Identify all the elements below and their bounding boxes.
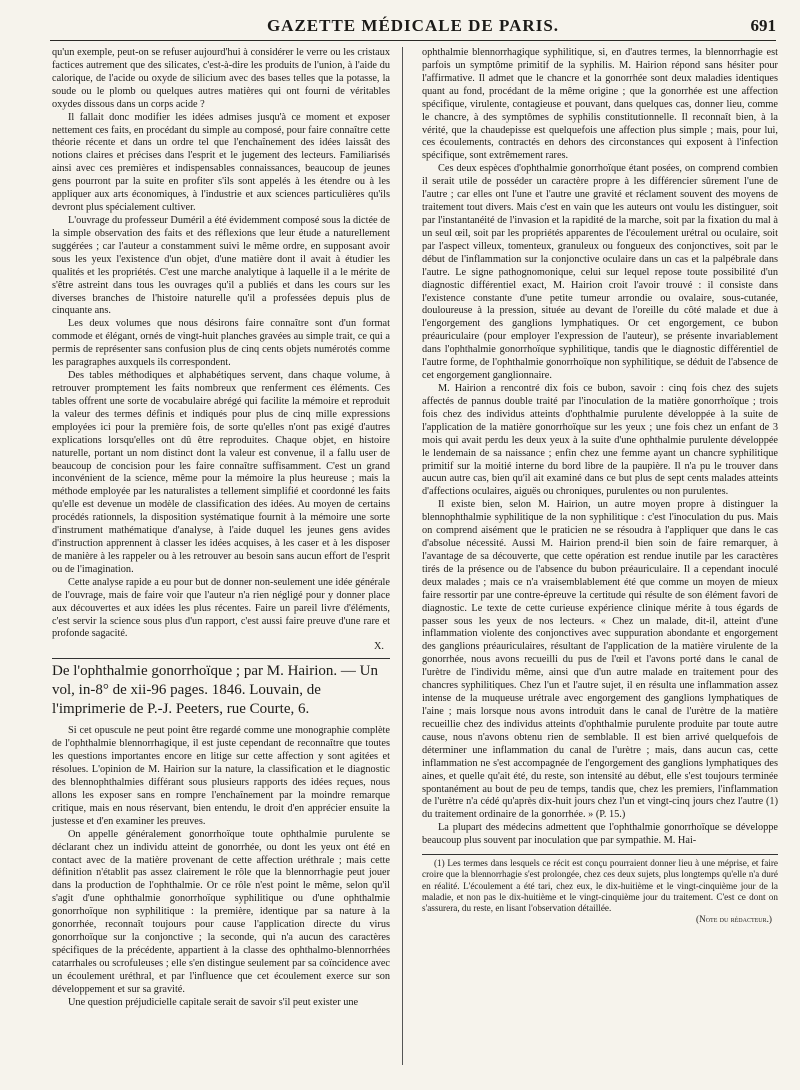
article-title: De l'ophthalmie gonorrhoïque ; par M. Hairion. — Un vol, in-8° de xii-96 pages. 1846. Louvain, de l'imprimerie de P.-J. Peeters, rue Courte, 6. xyxy=(52,658,390,719)
review-signature: X. xyxy=(373,641,384,653)
right-column xyxy=(422,47,778,925)
journal-title: GAZETTE MÉDICALE DE PARIS. xyxy=(266,16,560,35)
paragraph: M. Hairion a rencontré dix fois ce bubon, savoir : cinq fois chez des sujets affectés de pannus double traité par l'inoculation de la matière gonorrhoïque ; trois fois chez des individus atteints d'ophthalmie purulente développée à la suite de l'application de la matière gonorrhoïque sur les yeux ; une fois chez un enfant de 3 mois qui avait perdu les deux yeux à la suite d'une ophthalmie purulente développée le lendemain de sa naissance ; enfin chez une femme ayant un chancre syphilitique primitif sur la moitié interne du bord libre de la paupière. Il n'a pu le trouver dans aucun autre cas, bien qu'il ait examiné dans ce but plus de sept cents malades atteints d'affections oculaires, aiguës ou chroniques, purulentes ou non purulentes. xyxy=(422,382,778,498)
page-number: 691 xyxy=(750,16,776,35)
column-divider xyxy=(402,47,403,1065)
paragraph: Les deux volumes que nous désirons faire connaître sont d'un format commode et élégant, ornés de vingt-huit planches gravées au simple trait, ce qui a permis de représenter sans confusion plus de cinq cents objets numérotés comme les paragraphes auxquels ils correspondent. xyxy=(52,318,390,369)
paragraph: ophthalmie blennorrhagique syphilitique, si, en d'autres termes, la blennorrhagie est parfois un symptôme primitif de la syphilis. M. Hairion répond sans hésiter pour l'affirmative. Il admet que le chancre et la gonorrhée sont deux maladies identiques quant au fond, procédant de la même origine ; que la gonorrhée est une affection spécifique, virulente, contagieuse et pouvant, dans quelques cas, donner lieu, comme le chancre, à des symptômes de syphilis constitutionnelle. Il reconnaît bien, à la vérité, que la chaudepisse est quelquefois une affection plus simple ; mais, pour lui, ces écoulements, contractés en dehors des circonstances qui exposent à l'infection spécifique, sont extrêmement rares. xyxy=(422,47,778,162)
paragraph: Il fallait donc modifier les idées admises jusqu'à ce moment et exposer nettement ces faits, en procédant du simple au composé, pour faire connaître cette théorie récente et dans un ordre tel que l'enchaînement des idées laissât des notions claires et précises dans l'esprit et le jugement des lecteurs. Familiarisés ainsi avec ces premières et indispensables connaissances, beaucoup de jeunes gens pourront par la suite en profiter s'ils sont appelés à les étendre ou à les appliquer aux arts économiques, à l'industrie et aux sciences particulières qu'ils devront plus spécialement cultiver. xyxy=(52,111,390,214)
footnote-separator xyxy=(422,854,778,855)
paragraph: On appelle généralement gonorrhoïque toute ophthalmie purulente se déclarant chez un individu atteint de gonorrhée, ou dont les yeux ont été en contact avec de la matière provenant de cette affection uréthrale ; mais cette définition n'établit pas assez clairement le rôle que la blennorrhagie peut jouer dans la production de l'ophthalmie. Or ce rôle n'est point le même, selon qu'il s'agit d'une ophthalmie gonorrhoïque syphilitique ou d'une ophthalmie gonorrhoïque non syphilitique : la première, identique par sa nature à la gonorrhée, reconnaît toujours pour cause l'application directe du virus gonorrhoïque sur la conjonctive ; la seconde, qui n'a aucun des caractères spécifiques de la précédente, appartient à la classe des ophthalmo-blennorrhées catarrhales ou scrofuleuses ; elle s'en distingue seulement par sa coïncidence avec un écoulement uréthral, et par l'influence que cet écoulement exerce sur son développement et sur sa gravité. xyxy=(52,828,390,995)
paragraph: Une question préjudicielle capitale serait de savoir s'il peut exister une xyxy=(68,996,359,1008)
footnote: (1) Les termes dans lesquels ce récit est conçu pourraient donner lieu à une méprise, et faire croire que la blennorrhagie s'est prolongée, chez ces deux sujets, plus longtemps qu'elle n'a duré en réalité. L'écoulement a été tari, chez eux, le dix-huitième et le vingt-cinquième jour de la maladie, et non pas le dix-huitième et le vingt-cinquième jour du traitement. C'est ce dont on s'assurera, du reste, en lisant l'observation détaillée. xyxy=(422,858,778,913)
paragraph: Il existe bien, selon M. Hairion, un autre moyen propre à distinguer la blennophthalmie syphilitique de la non syphilitique : c'est l'inoculation du pus. Mais on comprend aisément que le praticien ne se résoudra à l'appliquer que dans le cas d'absolue nécessité. Aussi M. Hairion prend-il bien soin de faire remarquer, à l'avantage de sa découverte, que cette opération est rendue inutile par les caractères tirés de la présence ou de l'absence du bubon préauriculaire. Il a cependant inoculé deux malades ; mais ce n'a vraisemblablement été que comme un moyen de mieux faire ressortir par une contre-épreuve la certitude qui résulte de son élément favori de diagnostic. Le texte de cette curieuse expérience clinique mérite à tous égards de passer sous les yeux de nos lecteurs. « Chez un malade, dit-il, atteint d'une inflammation violente des conjonctives avec suppuration abondante et engorgement des ganglions préauriculaires, résultant de l'application de la matière virulente de la gonorrhée, nous avons recueilli du pus de l'œil et l'avons porté dans le canal de l'urètre de l'individu même, ainsi que d'un autre malade en traitement pour des chancres syphilitiques. Chez l'un et l'autre sujet, il en résulta une inflammation assez intense de la muqueuse urétrale avec engorgement des ganglions lymphatiques de l'aine ; mais lorsque nous avons introduit dans le canal de l'urètre de la matière recueillie chez des individus atteints d'ophthalmie purulente produite par toute autre cause, nous n'avons obtenu rien de semblable. Il est bien arrivé quelquefois de déterminer une inflammation du canal de l'urètre ; mais, dans aucun cas, cette inflammation ne s'est accompagnée de l'engorgement des ganglions lymphatiques des aines, et quelle qu'ait été, du reste, son intensité au début, elle s'est toujours terminée spontanément au bout de peu de temps, tandis que, chez les premiers, l'inflammation de l'urètre n'a cédé qu'après dix-huit jours chez l'un et vingt-cinq jours chez l'autre (1) du traitement ordinaire de la gonorrhée. » (P. 15.) xyxy=(422,499,778,821)
paragraph: La plupart des médecins admettent que l'ophthalmie gonorrhoïque se développe beaucoup plus souvent par inoculation que par sympathie. M. Hai- xyxy=(422,822,778,847)
paragraph: Si cet opuscule ne peut point être regardé comme une monographie complète de l'ophthalmie blennorrhagique, il est juste cependant de reconnaître que toutes les questions importantes encore en litige sur cette affection y sont agitées et résolues. L'opinion de M. Hairion sur la nature, la classification et le diagnostic des blennophthalmies différant sous plusieurs rapports des idées reçues, nous allons les exposer sans en rompre l'enchaînement par la moindre remarque critique, mais en nous réservant, bien entendu, le droit d'en apprécier ensuite la justesse et d'en examiner les preuves. xyxy=(52,725,390,827)
left-column xyxy=(52,47,390,1010)
paragraph: qu'un exemple, peut-on se refuser aujourd'hui à considérer le verre ou les cristaux factices autrement que des silicates, c'est-à-dire les produits de l'union, à l'aide du calorique, de l'acide ou oxyde de silicium avec des bases telles que la potasse, la soude ou le plomb ou quelques autres matières qui ont fourni de véritables oxydes dissous dans un corps acide ? xyxy=(52,47,390,110)
page-header xyxy=(50,14,776,41)
footnote-signature: (Note du rédacteur.) xyxy=(696,914,772,925)
paragraph: Ces deux espèces d'ophthalmie gonorrhoïque étant posées, on comprend combien il serait utile de posséder un caractère propre à les différencier sûrement l'une de l'autre ; car elles ont l'une et l'autre une gravité et réclament souvent des moyens de traitement tout divers. Mais c'est en vain que les auteurs ont voulu les distinguer, soit par l'instantanéité de l'invasion et la rapidité de la marche, soit par la fixation du mal à un seul œil, soit par les propriétés apparentes de l'écoulement urétral ou oculaire, soit par l'aspect villeux, tomenteux, granuleux ou fongueux des conjonctives, soit par le début de l'inflammation sur la conjonctive oculaire dans un cas et la palpébrale dans l'autre. Le signe pathognomonique, celui sur lequel repose toute possibilité d'un diagnostic différentiel exact, M. Hairion croit l'avoir trouvé : il consiste dans l'existence constante d'une petite tumeur arrondie ou ovalaire, sous-cutanée, douloureuse à la pression, située au devant de l'oreille du côté malade et due à l'engorgement des ganglions lymphatiques. Or cet engorgement, ce bubon préauriculaire (pour employer l'expression de l'auteur), se présente invariablement dans l'ophthalmie gonorrhoïque syphilitique, tandis que le diagnostic différentiel de l'autre forme, de l'ophthalmie gonorrhoïque non syphilitique, se déduit de l'absence de cet engorgement ganglionnaire. xyxy=(422,163,778,382)
paragraph: Cette analyse rapide a eu pour but de donner non-seulement une idée générale de l'ouvrage, mais de faire voir que l'auteur n'a rien négligé pour y donner place aux découvertes et aux idées les plus récentes. Faire un pareil livre d'éléments, c'est servir la science sous plus d'un rapport, c'est aussi faire preuve d'une rare et profonde sagacité. xyxy=(52,576,390,640)
paragraph: L'ouvrage du professeur Duméril a été évidemment composé sous la dictée de la simple observation des faits et des réflexions que leur étude a naturellement suggérées ; car l'auteur a constamment suivi le même ordre, en supposant avoir sous les yeux l'existence d'un objet, d'une matière dont il avait à étudier les qualités et les propriétés. C'est une marche analytique à laquelle il a le mérite de s'être astreint dans tous les ouvrages qu'il a publiés et dans les cours sur les diverses branches de l'histoire naturelle qu'il a professées depuis plus de cinquante ans. xyxy=(52,214,390,317)
paragraph: Des tables méthodiques et alphabétiques servent, dans chaque volume, à retrouver promptement les faits nombreux que renferment ces éléments. Ces tables offrent une sorte de vocabulaire abrégé qui facilite la mémoire et reproduit la valeur des termes définis et indiqués pour plus de cinq mille expressions employées ici pour la première fois, de sorte qu'elles n'ont pas exigé d'autres explications lorsqu'elles ont dû être reproduites. Chaque objet, en histoire naturelle, portant un nom distinct dont la valeur est convenue, il a fallu user de beaucoup de concision pour les faire connaître suffisamment. C'est un grand inconvénient de la science, même pour la mémoire la plus heureuse ; mais la méthode employée par les naturalistes a tellement simplifié et coordonné les faits qu'elle est devenue un modèle de classification des idées. Au moyen de certains procédés rationnels, la disposition systématique fournit à la mémoire une sorte d'instrument mathématique d'analyse, à l'aide duquel les jeunes gens avides d'instruction apprennent à classer les idées acquises, à les caser et à les disposer de manière à les rappeler ou à les retrouver au besoin sans aucun effort de l'esprit ou de l'imagination. xyxy=(52,370,390,575)
